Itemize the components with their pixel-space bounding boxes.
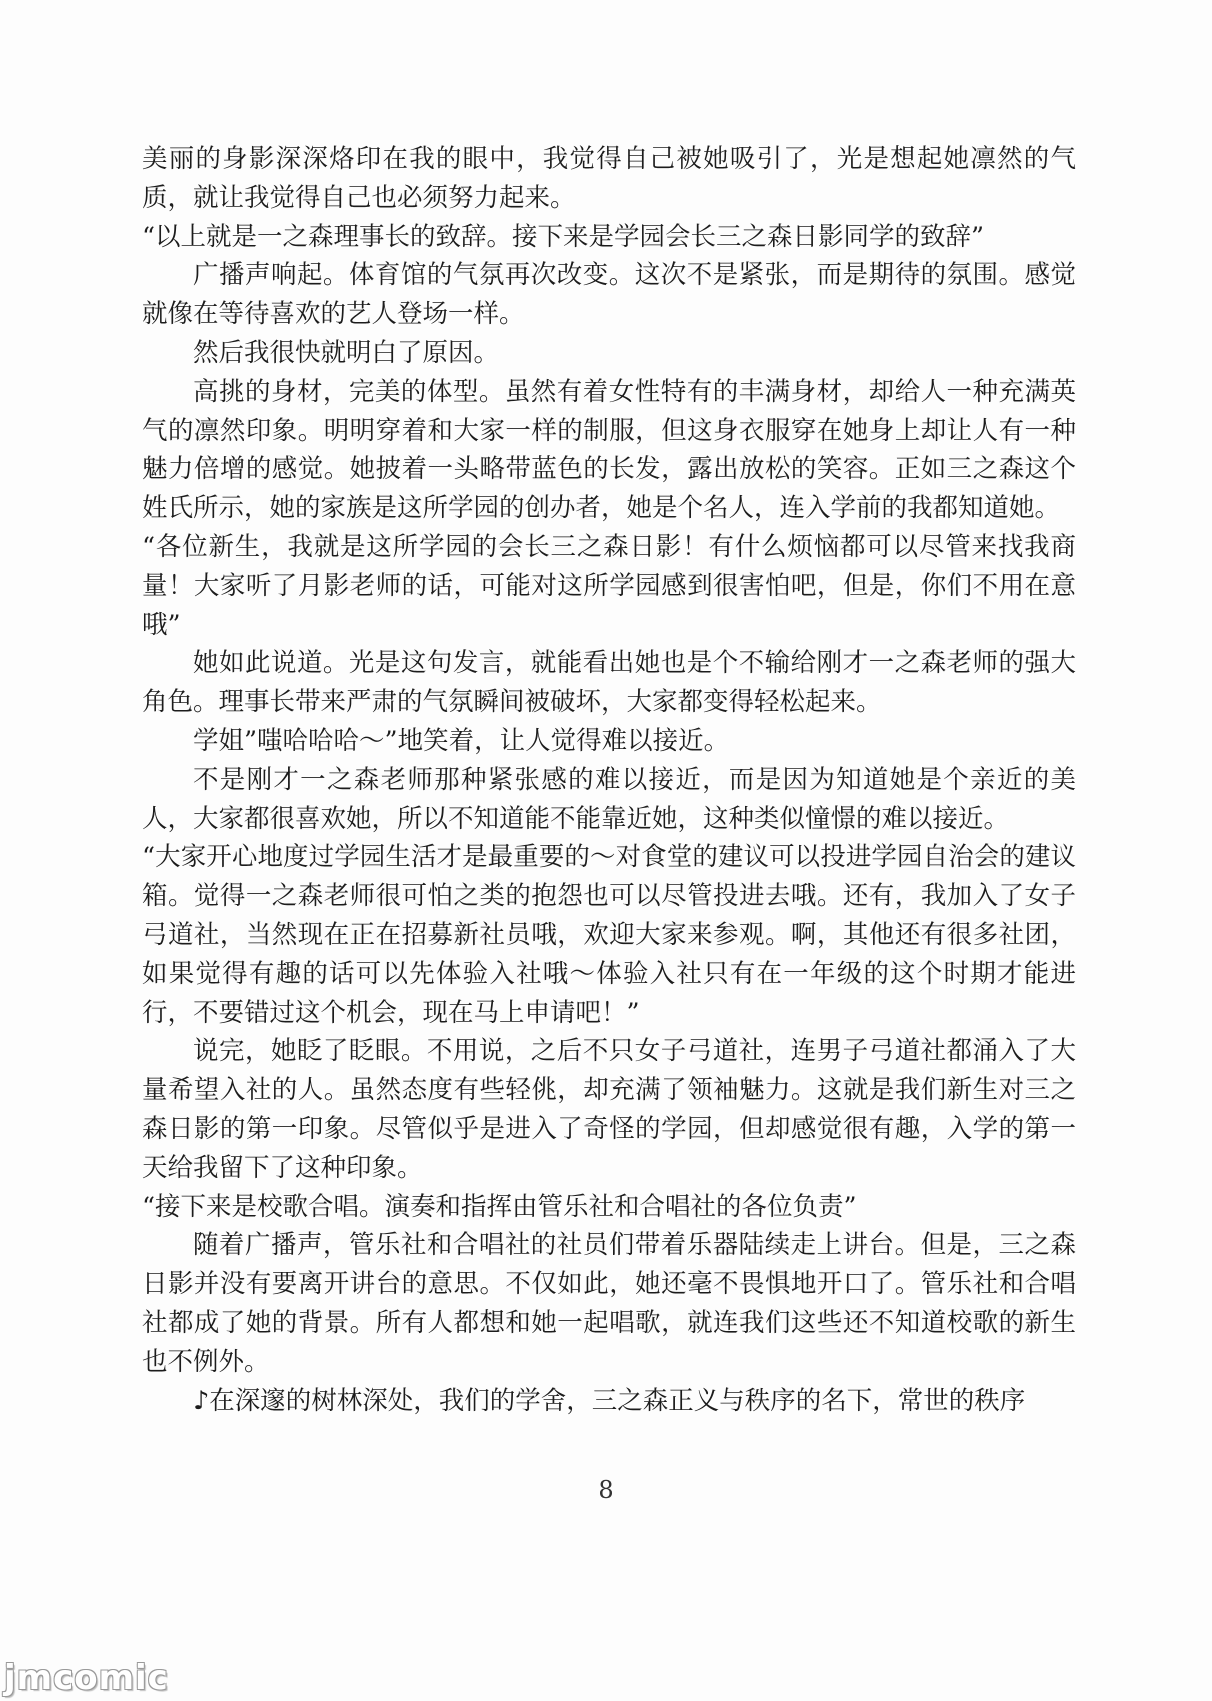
paragraph: 她如此说道。光是这句发言，就能看出她也是个不输给刚才一之森老师的强大角色。理事长带来严肃的气氛瞬间被破坏，大家都变得轻松起来。 [142, 648, 1076, 718]
paragraph: 说完，她眨了眨眼。不用说，之后不只女子弓道社，连男子弓道社都涌入了大量希望入社的人。虽然态度有些轻佻，却充满了领袖魅力。这就是我们新生对三之森日影的第一印象。尽管似乎是进入了奇怪的学园，但却感觉很有趣，入学的第一天给我留下了这种印象。 [142, 1036, 1076, 1183]
dialogue-paragraph: “以上就是一之森理事长的致辞。接下来是学园会长三之森日影同学的致辞” [142, 221, 985, 252]
body-text [142, 140, 1076, 1420]
paragraph: 美丽的身影深深烙印在我的眼中，我觉得自己被她吸引了，光是想起她凛然的气质，就让我觉得自己也必须努力起来。 [142, 144, 1076, 213]
watermark-logo: jmcomic [4, 1658, 169, 1698]
paragraph: 随着广播声，管乐社和合唱社的社员们带着乐器陆续走上讲台。但是，三之森日影并没有要离开讲台的意思。不仅如此，她还毫不畏惧地开口了。管乐社和合唱社都成了她的背景。所有人都想和她一起唱歌，就连我们这些还不知道校歌的新生也不例外。 [142, 1230, 1076, 1377]
dialogue-paragraph: “各位新生，我就是这所学园的会长三之森日影！有什么烦恼都可以尽管来找我商量！大家听了月影老师的话，可能对这所学园感到很害怕吧，但是，你们不用在意哦” [142, 531, 1076, 640]
page-number: 8 [598, 1476, 614, 1504]
dialogue-paragraph: “接下来是校歌合唱。演奏和指挥由管乐社和合唱社的各位负责” [142, 1191, 857, 1222]
song-lyric-line: ♪在深邃的树林深处，我们的学舍，三之森正义与秩序的名下，常世的秩序 [193, 1385, 1026, 1416]
paragraph: 不是刚才一之森老师那种紧张感的难以接近，而是因为知道她是个亲近的美人，大家都很喜欢她，所以不知道能不能靠近她，这种类似憧憬的难以接近。 [142, 764, 1076, 834]
dialogue-paragraph: “大家开心地度过学园生活才是最重要的～对食堂的建议可以投进学园自治会的建议箱。觉得一之森老师很可怕之类的抱怨也可以尽管投进去哦。还有，我加入了女子弓道社，当然现在正在招募新社员哦，欢迎大家来参观。啊，其他还有很多社团，如果觉得有趣的话可以先体验入社哦～体验入社只有在一年级的这个时期才能进行，不要错过这个机会，现在马上申请吧！” [142, 842, 1076, 1028]
paragraph: 学姐”嗤哈哈哈～”地笑着，让人觉得难以接近。 [193, 725, 730, 756]
paragraph: 广播声响起。体育馆的气氛再次改变。这次不是紧张，而是期待的氛围。感觉就像在等待喜欢的艺人登场一样。 [142, 260, 1076, 330]
paragraph: 高挑的身材，完美的体型。虽然有着女性特有的丰满身材，却给人一种充满英气的凛然印象。明明穿着和大家一样的制服，但这身衣服穿在她身上却让人有一种魅力倍增的感觉。她披着一头略带蓝色的长发，露出放松的笑容。正如三之森这个姓氏所示，她的家族是这所学园的创办者，她是个名人，连入学前的我都知道她。 [142, 376, 1076, 524]
paragraph: 然后我很快就明白了原因。 [193, 337, 500, 368]
